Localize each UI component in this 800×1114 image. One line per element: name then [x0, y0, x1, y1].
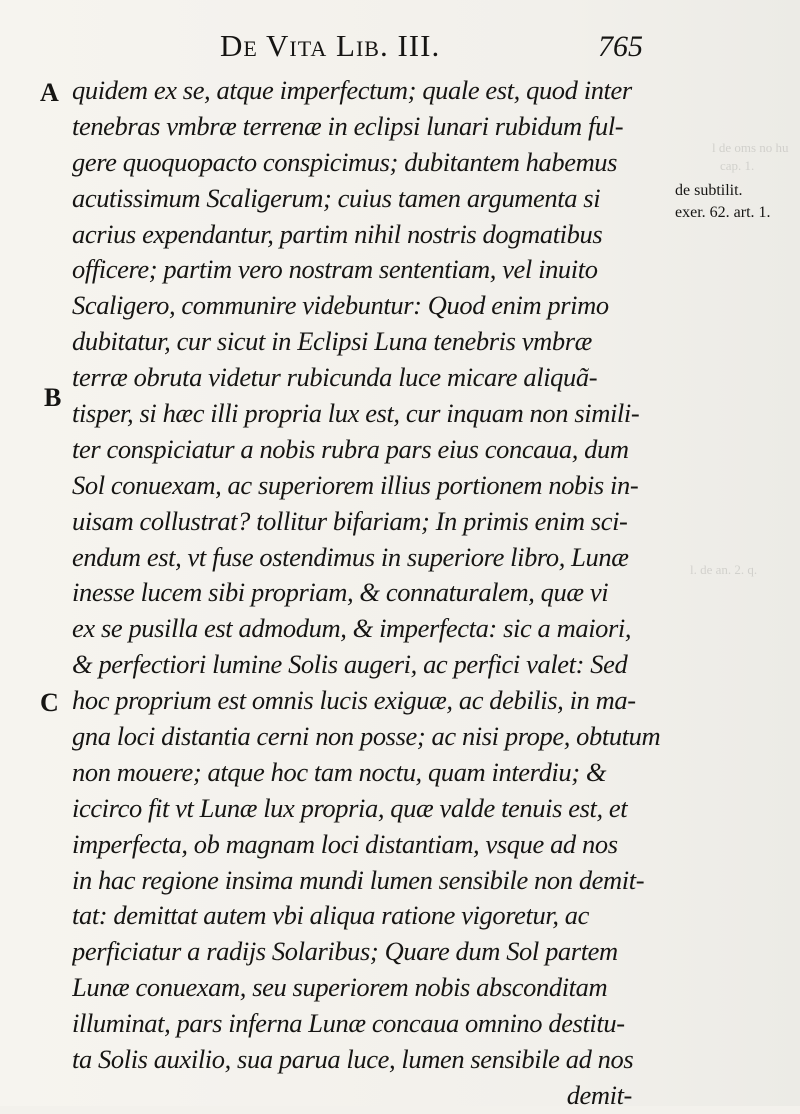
- page-number: 765: [598, 30, 643, 63]
- text-line: tisper, si hæc illi propria lux est, cur inquam non simili-: [72, 398, 640, 429]
- marginal-note-line: exer. 62. art. 1.: [675, 204, 771, 221]
- text-line: dubitatur, cur sicut in Eclipsi Luna tenebris vmbræ: [72, 326, 592, 357]
- text-line: imperfecta, ob magnam loci distantiam, vsque ad nos: [72, 828, 618, 859]
- show-through-text: cap. 1.: [720, 158, 755, 173]
- text-line: uisam collustrat? tollitur bifariam; In primis enim sci-: [72, 505, 628, 536]
- catchword: demit-: [566, 1079, 632, 1110]
- text-line: ta Solis auxilio, sua parua luce, lumen sensibile ad nos: [72, 1044, 634, 1075]
- margin-letter-b: B: [44, 383, 62, 412]
- text-line: gna loci distantia cerni non posse; ac nisi prope, obtutum: [72, 721, 661, 752]
- text-line: acrius expendantur, partim nihil nostris dogmatibus: [72, 218, 603, 249]
- text-line: hoc proprium est omnis lucis exiguæ, ac debilis, in ma-: [72, 685, 636, 716]
- running-title: De Vita Lib. III.: [220, 28, 441, 63]
- text-line: iccirco fit vt Lunæ lux propria, quæ valde tenuis est, et: [72, 792, 628, 823]
- text-line: perficiatur a radijs Solaribus; Quare dum Sol partem: [72, 936, 618, 967]
- text-line: tenebras vmbræ terrenæ in eclipsi lunari rubidum ful-: [72, 110, 624, 141]
- text-line: non mouere; atque hoc tam noctu, quam interdiu; &: [72, 756, 607, 787]
- text-line: inesse lucem sibi propriam, & connaturalem, quæ vi: [72, 577, 609, 608]
- text-line: acutissimum Scaligerum; cuius tamen argumenta si: [72, 182, 601, 213]
- text-line: tat: demittat autem vbi aliqua ratione vigoretur, ac: [72, 900, 589, 931]
- body-text: [72, 73, 672, 1114]
- text-line: terræ obruta videtur rubicunda luce micare aliquã-: [72, 362, 598, 393]
- text-line: Scaligero, communire videbuntur: Quod enim primo: [72, 290, 609, 321]
- text-line: in hac regione insima mundi lumen sensibile non demit-: [72, 864, 645, 895]
- margin-letter-a: A: [40, 78, 59, 107]
- marginal-note: [675, 180, 795, 224]
- show-through-text: l de oms no hu: [712, 140, 789, 155]
- text-line: officere; partim vero nostram sententiam, vel inuito: [72, 254, 598, 285]
- text-line: ter conspiciatur a nobis rubra pars eius concaua, dum: [72, 433, 629, 464]
- text-line: endum est, vt fuse ostendimus in superiore libro, Lunæ: [72, 541, 629, 572]
- show-through-text: l. de an. 2. q.: [690, 562, 758, 577]
- text-line: Sol conuexam, ac superiorem illius portionem nobis in-: [72, 469, 639, 500]
- text-line: gere quoquopacto conspicimus; dubitantem habemus: [72, 146, 618, 177]
- marginal-note-line: de subtilit.: [675, 182, 743, 199]
- text-line: illuminat, pars inferna Lunæ concaua omnino destitu-: [72, 1008, 625, 1039]
- text-line: quidem ex se, atque imperfectum; quale est, quod inter: [72, 75, 632, 105]
- margin-letter-c: C: [40, 688, 59, 717]
- text-line: ex se pusilla est admodum, & imperfecta: sic a maiori,: [72, 613, 632, 644]
- text-line: Lunæ conuexam, seu superiorem nobis absconditam: [72, 972, 608, 1003]
- text-line: & perfectiori lumine Solis augeri, ac perfici valet: Sed: [72, 649, 628, 680]
